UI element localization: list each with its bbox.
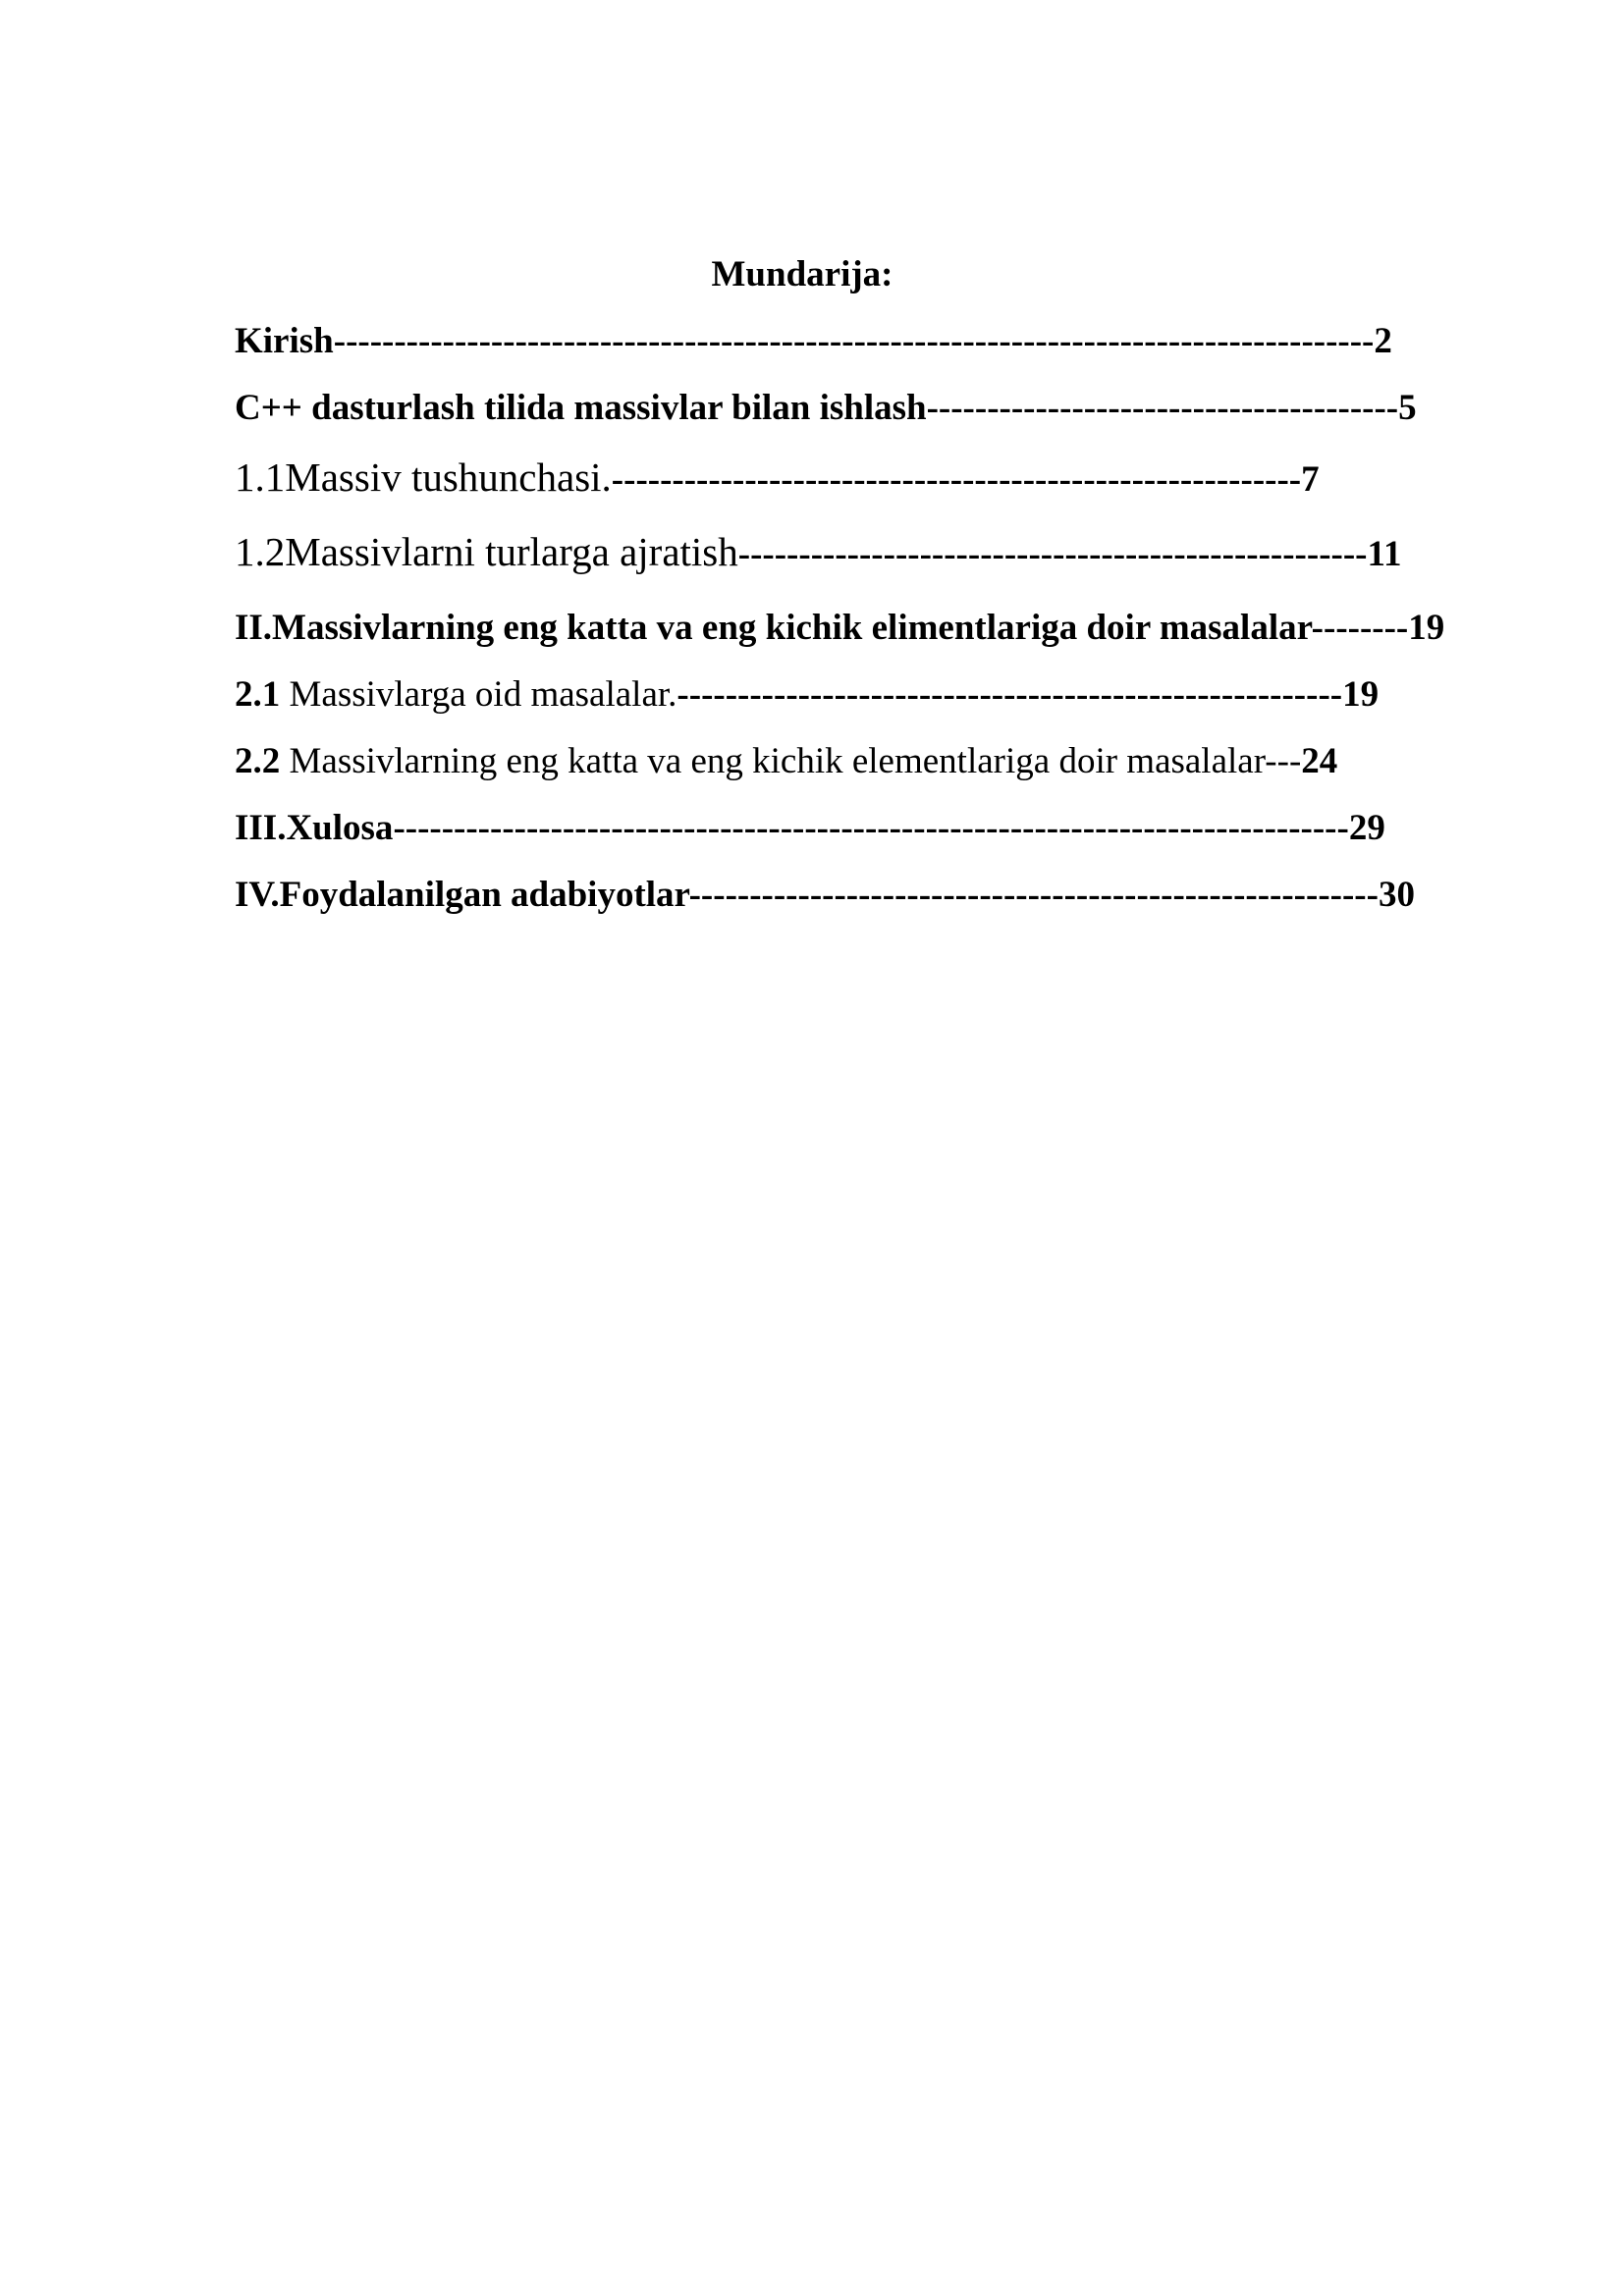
toc-entry-page: 2 bbox=[1374, 321, 1392, 361]
toc-entry-label: Massivlarning eng katta va eng kichik elementlariga doir masalalar bbox=[280, 741, 1266, 781]
toc-entry-number: 1.2 bbox=[235, 529, 286, 574]
toc-entry-label: Kirish bbox=[235, 321, 334, 361]
toc-entry-page: 5 bbox=[1398, 388, 1417, 428]
toc-entry-number: 2.1 bbox=[235, 674, 281, 715]
toc-entry-page: 29 bbox=[1348, 808, 1385, 848]
toc-entry-leader: -------------------------------------------------------------------------------------- bbox=[333, 321, 1375, 361]
toc-entry-number: 1.1 bbox=[235, 454, 286, 500]
toc-entry-label: C++ dasturlash tilida massivlar bilan ishlash bbox=[235, 388, 927, 428]
toc-entry-1-2 bbox=[235, 528, 1401, 578]
toc-entry-label: IV.Foydalanilgan adabiyotlar bbox=[235, 875, 689, 915]
toc-entry-references bbox=[235, 874, 1415, 917]
toc-entry-1-1 bbox=[235, 454, 1320, 504]
toc-entry-page: 24 bbox=[1301, 741, 1338, 781]
toc-entry-conclusion bbox=[235, 807, 1385, 850]
toc-entry-leader: ---------------------------------------------------- bbox=[737, 534, 1368, 574]
toc-entry-page: 11 bbox=[1367, 534, 1402, 574]
toc-entry-label: II.Massivlarning eng katta va eng kichik elimentlariga doir masalalar bbox=[235, 608, 1312, 648]
toc-entry-page: 19 bbox=[1342, 674, 1380, 715]
toc-entry-2-2 bbox=[235, 740, 1337, 783]
toc-entry-2-1 bbox=[235, 673, 1379, 717]
toc-entry-number: 2.2 bbox=[235, 741, 281, 781]
toc-entry-label: III.Xulosa bbox=[235, 808, 394, 848]
toc-entry-chapter-2 bbox=[235, 607, 1444, 650]
toc-entry-cpp-arrays bbox=[235, 387, 1417, 430]
toc-entry-page: 7 bbox=[1301, 459, 1320, 500]
toc-entry-page: 19 bbox=[1408, 608, 1445, 648]
toc-entry-leader: --- bbox=[1265, 741, 1302, 781]
toc-entry-label: Massivlarga oid masalalar. bbox=[280, 674, 677, 715]
toc-entry-page: 30 bbox=[1378, 875, 1415, 915]
toc-entry-leader: ------------------------------------------------------------------------------- bbox=[393, 808, 1349, 848]
toc-entry-leader: --------------------------------------- bbox=[926, 388, 1399, 428]
toc-entry-label: Massivlarni turlarga ajratish bbox=[285, 529, 738, 574]
toc-entry-leader: ------------------------------------------------------- bbox=[677, 674, 1343, 715]
toc-entry-kirish bbox=[235, 320, 1392, 363]
toc-entry-leader: --------------------------------------------------------- bbox=[688, 875, 1379, 915]
toc-entry-label: Massiv tushunchasi. bbox=[285, 454, 612, 500]
toc-title: Mundarija: bbox=[711, 254, 893, 294]
toc-entry-leader: -------- bbox=[1311, 608, 1409, 648]
toc-entry-leader: --------------------------------------------------------- bbox=[611, 459, 1302, 500]
